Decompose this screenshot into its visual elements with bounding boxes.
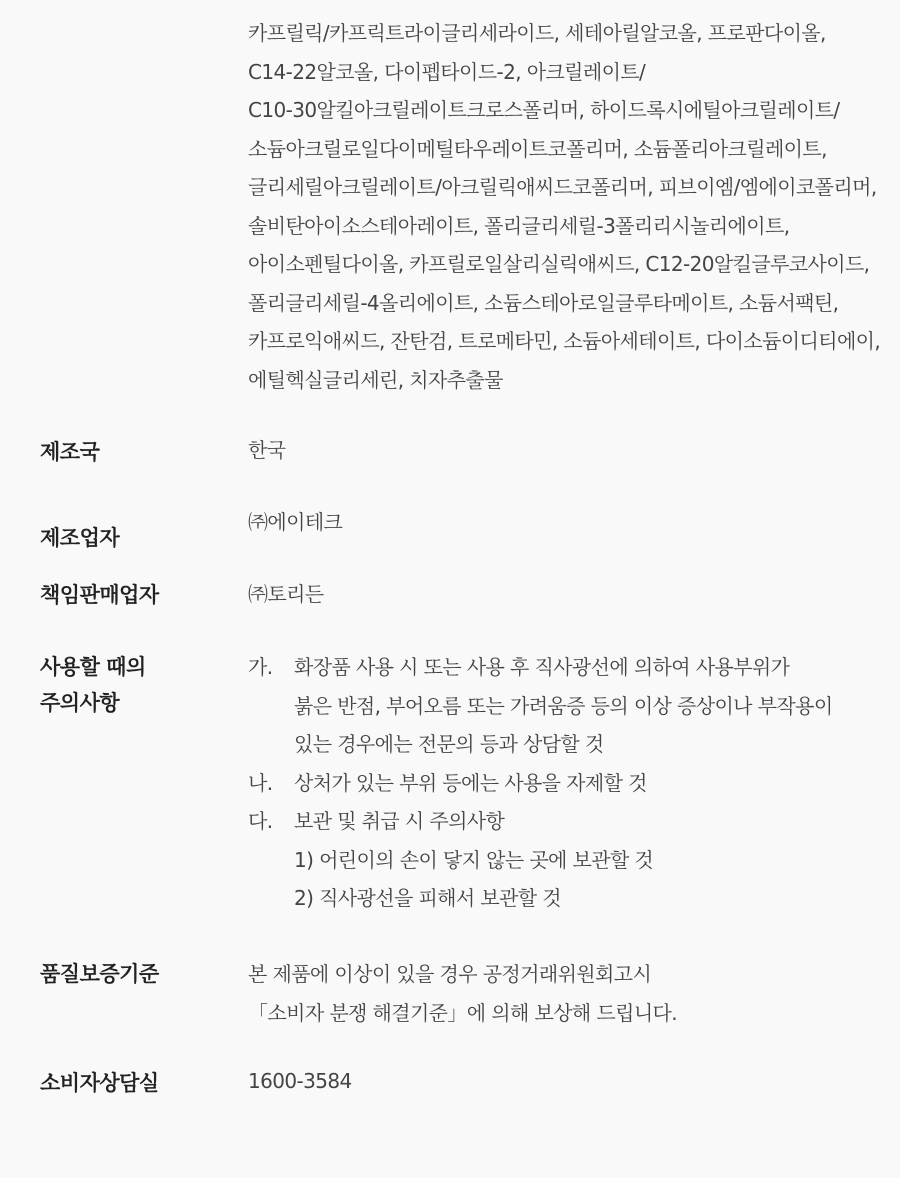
consultation-label: 소비자상담실 — [40, 1071, 159, 1095]
caution-text: 보관 및 취급 시 주의사항 — [294, 809, 505, 833]
cautions-label-line: 주의사항 — [40, 691, 120, 715]
caution-text: 상처가 있는 부위 등에는 사용을 자제할 것 — [294, 770, 647, 795]
quality-line: 「소비자 분쟁 해결기준」에 의해 보상해 드립니다. — [248, 1000, 678, 1025]
country-label: 제조국 — [40, 440, 100, 464]
cautions-label-line: 사용할 때의 — [40, 655, 146, 679]
ingredients-line: 카프로익애씨드, 잔탄검, 트로메타민, 소듐아세테이트, 다이소듐이디티에이, — [248, 329, 881, 353]
caution-marker: 다. — [248, 809, 273, 833]
ingredients-line: 카프릴릭/카프릭트라이글리세라이드, 세테아릴알코올, 프로판다이올, — [248, 21, 826, 45]
ingredients-line: C14-22알코올, 다이펩타이드-2, 아크릴레이트/ — [248, 59, 646, 84]
caution-subitem: 2) 직사광선을 피해서 보관할 것 — [294, 886, 561, 910]
quality-text — [248, 955, 868, 1032]
consultation-phone[interactable]: 1600-3584 — [248, 1069, 352, 1093]
ingredients-line: C10-30알킬아크릴레이트크로스폴리머, 하이드록시에틸아크릴레이트/ — [248, 98, 840, 122]
caution-item — [248, 764, 868, 803]
ingredients-line: 솔비탄아이소스테아레이트, 폴리글리세릴-3폴리리시놀리에이트, — [248, 213, 790, 238]
quality-line: 본 제품에 이상이 있을 경우 공정거래위원회고시 — [248, 962, 652, 986]
caution-text: 있는 경우에는 전문의 등과 상담할 것 — [294, 732, 604, 756]
cautions-list — [248, 648, 868, 918]
ingredients-line: 아이소펜틸다이올, 카프릴로일살리실릭애씨드, C12-20알킬글루코사이드, — [248, 252, 870, 276]
caution-marker: 나. — [248, 770, 273, 795]
seller-label: 책임판매업자 — [40, 583, 159, 607]
ingredients-line: 에틸헥실글리세린, 치자추출물 — [248, 367, 503, 392]
caution-text: 화장품 사용 시 또는 사용 후 직사광선에 의하여 사용부위가 — [294, 655, 790, 679]
caution-marker: 가. — [248, 655, 273, 679]
manufacturer-value: ㈜에이테크 — [248, 510, 343, 534]
ingredients-line: 글리세릴아크릴레이트/아크릴릭애씨드코폴리머, 피브이엠/엠에이코폴리머, — [248, 175, 877, 199]
caution-item — [248, 648, 868, 764]
ingredients-line: 소듐아크릴로일다이메틸타우레이트코폴리머, 소듐폴리아크릴레이트, — [248, 136, 827, 161]
ingredients-list — [248, 14, 881, 399]
caution-subitem: 1) 어린이의 손이 닿지 않는 곳에 보관할 것 — [294, 847, 654, 872]
quality-label: 품질보증기준 — [40, 962, 159, 986]
seller-value: ㈜토리든 — [248, 582, 324, 606]
manufacturer-label: 제조업자 — [40, 526, 120, 550]
ingredients-line: 폴리글리세릴-4올리에이트, 소듐스테아로일글루타메이트, 소듐서팩틴, — [248, 290, 839, 315]
country-value: 한국 — [248, 438, 286, 462]
caution-text: 붉은 반점, 부어오름 또는 가려움증 등의 이상 증상이나 부작용이 — [294, 693, 833, 718]
caution-item — [248, 802, 868, 918]
cautions-label — [40, 649, 146, 721]
